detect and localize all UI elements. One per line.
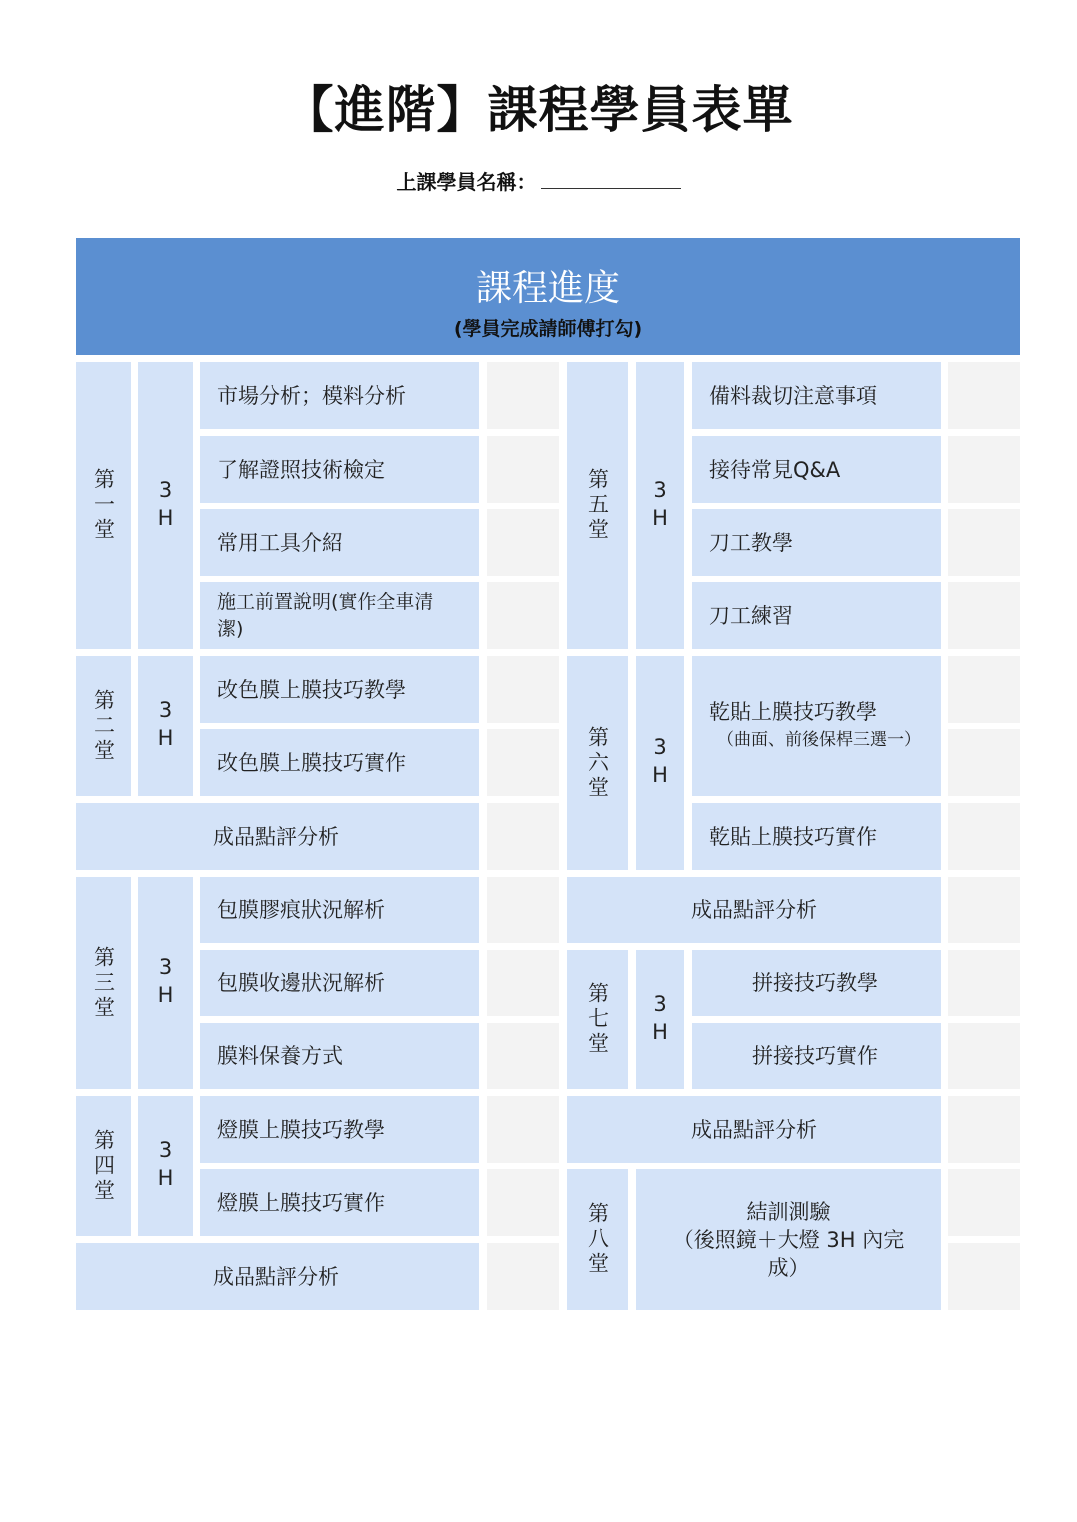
course-item: 刀工練習 — [692, 582, 941, 649]
check-box[interactable] — [948, 656, 1020, 723]
student-name-label: 上課學員名稱： — [396, 170, 537, 194]
check-box[interactable] — [948, 509, 1020, 576]
course-item: 改色膜上膜技巧實作 — [200, 729, 479, 796]
banner-subtitle: (學員完成請師傅打勾) — [453, 318, 643, 340]
session-label-3: 第三堂 — [76, 877, 131, 1089]
session-hours-3: 3H — [138, 877, 193, 1089]
check-box[interactable] — [487, 950, 559, 1016]
check-box[interactable] — [948, 803, 1020, 870]
session-hours-2: 3H — [138, 656, 193, 796]
course-item: 膜料保養方式 — [200, 1023, 479, 1089]
session-label-1: 第一堂 — [76, 362, 131, 649]
course-item: 拼接技巧教學 — [692, 950, 941, 1016]
student-name-blank[interactable] — [541, 174, 681, 189]
session-label-7: 第七堂 — [567, 950, 628, 1089]
course-item: 備料裁切注意事項 — [692, 362, 941, 429]
course-item: 接待常見Q&A — [692, 436, 941, 503]
course-item: 改色膜上膜技巧教學 — [200, 656, 479, 723]
session-label-8: 第八堂 — [567, 1169, 628, 1310]
course-item: 了解證照技術檢定 — [200, 436, 479, 503]
course-item-drywrap — [692, 656, 941, 796]
session-label-6: 第六堂 — [567, 656, 628, 870]
session-hours-5: 3H — [636, 362, 684, 649]
check-box[interactable] — [487, 362, 559, 429]
check-box[interactable] — [487, 877, 559, 943]
session-label-2: 第二堂 — [76, 656, 131, 796]
session-hours-1: 3H — [138, 362, 193, 649]
course-item: 燈膜上膜技巧教學 — [200, 1096, 479, 1163]
check-box[interactable] — [948, 950, 1020, 1016]
review-item: 成品點評分析 — [76, 1243, 479, 1310]
course-item: 乾貼上膜技巧實作 — [692, 803, 941, 870]
page-title: 【進階】課程學員表單 — [283, 81, 794, 139]
check-box[interactable] — [948, 362, 1020, 429]
check-box[interactable] — [487, 1096, 559, 1163]
student-name-field[interactable] — [0, 166, 1077, 195]
check-box[interactable] — [948, 1243, 1020, 1310]
session-hours-7: 3H — [636, 950, 684, 1089]
course-item-note: （曲面、前後保桿三選一） — [717, 730, 921, 750]
final-exam-cell — [636, 1169, 941, 1310]
progress-banner — [76, 238, 1020, 355]
check-box[interactable] — [948, 1169, 1020, 1236]
check-box[interactable] — [948, 436, 1020, 503]
course-item: 刀工教學 — [692, 509, 941, 576]
course-item: 拼接技巧實作 — [692, 1023, 941, 1089]
course-item: 包膜膠痕狀況解析 — [200, 877, 479, 943]
check-box[interactable] — [487, 509, 559, 576]
review-item: 成品點評分析 — [76, 803, 479, 870]
session-label-4: 第四堂 — [76, 1096, 131, 1236]
course-item: 結訓測驗 — [746, 1199, 831, 1224]
session-hours-6: 3H — [636, 656, 684, 870]
check-box[interactable] — [948, 582, 1020, 649]
check-box[interactable] — [487, 1169, 559, 1236]
review-item: 成品點評分析 — [567, 1096, 941, 1163]
course-item: 燈膜上膜技巧實作 — [200, 1169, 479, 1236]
course-item: 包膜收邊狀況解析 — [200, 950, 479, 1016]
check-box[interactable] — [948, 877, 1020, 943]
check-box[interactable] — [948, 1096, 1020, 1163]
check-box[interactable] — [948, 1023, 1020, 1089]
check-box[interactable] — [487, 729, 559, 796]
course-item: 乾貼上膜技巧教學 — [709, 700, 877, 724]
check-box[interactable] — [487, 803, 559, 870]
check-box[interactable] — [487, 436, 559, 503]
check-box[interactable] — [487, 1023, 559, 1089]
course-item: 市場分析；模料分析 — [200, 362, 479, 429]
session-hours-4: 3H — [138, 1096, 193, 1236]
check-box[interactable] — [948, 729, 1020, 796]
banner-title: 課程進度 — [475, 268, 620, 309]
check-box[interactable] — [487, 656, 559, 723]
course-item-note: （後照鏡＋大燈 3H 內完成） — [672, 1227, 905, 1280]
session-label-5: 第五堂 — [567, 362, 628, 649]
course-item: 施工前置說明(實作全車清潔) — [200, 582, 479, 649]
review-item: 成品點評分析 — [567, 877, 941, 943]
check-box[interactable] — [487, 582, 559, 649]
check-box[interactable] — [487, 1243, 559, 1310]
course-item: 常用工具介紹 — [200, 509, 479, 576]
